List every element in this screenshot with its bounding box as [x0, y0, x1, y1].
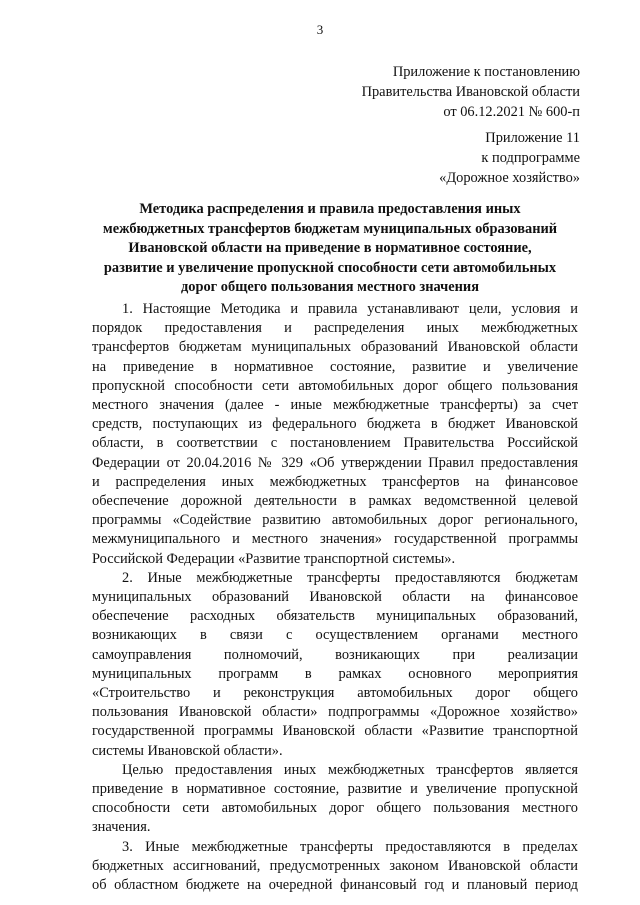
- document-title: [80, 200, 580, 298]
- paragraph-line: 1. Настоящие Методика и правила устанавливают цели, условия и: [122, 301, 578, 317]
- paragraph-line: Федерации от 20.04.2016 № 329 «Об утверждении Правил предоставления: [92, 454, 578, 471]
- body-paragraph: [92, 300, 578, 569]
- paragraph-line: местного значения (далее - иные межбюджетные трансферты) за счет: [92, 397, 578, 414]
- paragraph-line: трансфертов бюджетам муниципальных образований Ивановской области: [92, 339, 578, 356]
- paragraph-line: муниципальных образований Ивановской области на финансовое: [92, 589, 578, 606]
- paragraph-line: способности сети автомобильных дорог общего пользования местного: [92, 800, 578, 817]
- appendix-header: [362, 62, 580, 122]
- paragraph-line: бюджетных ассигнований, предусмотренных законом Ивановской области: [92, 857, 578, 874]
- page-number: 3: [316, 22, 324, 37]
- paragraph-line: значения.: [92, 819, 151, 836]
- paragraph-line: приведение в нормативное состояние, развитие и увеличение пропускной: [92, 781, 578, 798]
- paragraph-line: пропускной способности сети автомобильных дорог общего пользования: [92, 377, 578, 394]
- appendix-header-line: Приложение к постановлению: [392, 64, 580, 80]
- paragraph-line: «Строительство и реконструкция автомобильных дорог общего: [92, 685, 578, 702]
- paragraph-line: государственной программы Ивановской области «Развитие транспортной: [92, 723, 578, 740]
- body-paragraph: [92, 838, 578, 896]
- paragraph-line: области, в соответствии с постановлением Правительства Российской: [92, 435, 578, 452]
- paragraph-line: средств, поступающих из федерального бюджета в бюджет Ивановской: [92, 416, 578, 433]
- title-line: Ивановской области на приведение в нормативное состояние,: [128, 240, 532, 256]
- paragraph-line: межмуниципального и местного значения» государственной программы: [92, 531, 578, 548]
- paragraph-line: и распределения иных межбюджетных трансфертов на финансовое: [92, 473, 578, 490]
- paragraph-line: порядок предоставления и распределения иных межбюджетных: [92, 320, 578, 337]
- paragraph-line: муниципальных программ в рамках основного мероприятия: [92, 665, 578, 682]
- appendix-sub-header-line: Приложение 11: [485, 130, 580, 146]
- paragraph-line: 3. Иные межбюджетные трансферты предоставляются в пределах: [122, 838, 578, 855]
- paragraph-line: программы «Содействие развитию автомобильных дорог регионального,: [92, 512, 578, 529]
- paragraph-line: системы Ивановской области».: [92, 742, 283, 759]
- document-body: [92, 300, 578, 895]
- body-paragraph: [92, 569, 578, 761]
- title-line: межбюджетных трансфертов бюджетам муниципальных образований: [102, 220, 558, 237]
- paragraph-line: на приведение в нормативное состояние, развитие и увеличение: [92, 358, 578, 375]
- appendix-sub-header-line: к подпрограмме: [481, 150, 580, 166]
- appendix-sub-header-line: «Дорожное хозяйство»: [439, 170, 580, 186]
- appendix-sub-header: [439, 128, 580, 188]
- paragraph-line: возникающих в связи с осуществлением органами местного: [92, 627, 578, 644]
- paragraph-line: пользования Ивановской области» подпрограммы «Дорожное хозяйство»: [92, 704, 578, 721]
- paragraph-line: обеспечение дорожной деятельности в рамках ведомственной целевой: [92, 493, 578, 510]
- paragraph-line: Целью предоставления иных межбюджетных трансфертов является: [122, 761, 578, 778]
- paragraph-line: Российской Федерации «Развитие транспортной системы».: [92, 550, 456, 567]
- paragraph-line: обеспечение расходных обязательств муниципальных образований,: [92, 608, 578, 625]
- appendix-header-line: Правительства Ивановской области: [361, 84, 580, 100]
- title-line: Методика распределения и правила предоставления иных: [139, 201, 521, 217]
- title-line: дорог общего пользования местного значения: [181, 279, 479, 295]
- paragraph-line: 2. Иные межбюджетные трансферты предоставляются бюджетам: [122, 569, 578, 586]
- paragraph-line: об областном бюджете на очередной финансовый год и плановый период: [92, 877, 578, 894]
- paragraph-line: самоуправления полномочий, возникающих при реализации: [92, 646, 578, 663]
- title-line: развитие и увеличение пропускной способности сети автомобильных: [103, 259, 557, 276]
- body-paragraph: [92, 761, 578, 838]
- appendix-header-line: от 06.12.2021 № 600-п: [443, 104, 580, 120]
